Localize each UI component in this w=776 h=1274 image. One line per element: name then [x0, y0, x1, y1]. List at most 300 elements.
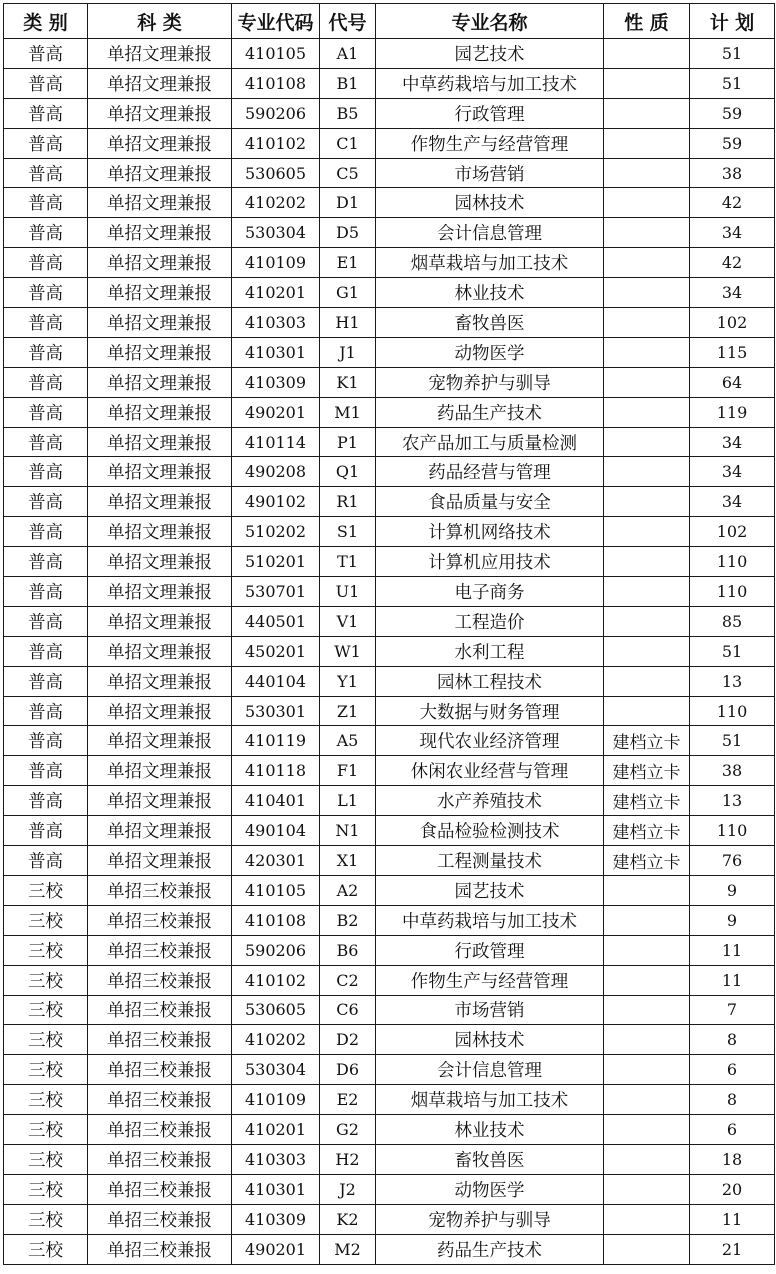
nature-cell: [604, 487, 690, 517]
abbr-code-cell: C1: [320, 128, 376, 158]
table-row: [4, 577, 775, 607]
plan-cell: 42: [690, 248, 775, 278]
category-cell: 普高: [4, 337, 88, 367]
category-cell: 普高: [4, 577, 88, 607]
subject-type-cell: 单招文理兼报: [88, 248, 232, 278]
major-name-cell: 工程测量技术: [376, 846, 604, 876]
category-cell: 普高: [4, 786, 88, 816]
table-row: [4, 786, 775, 816]
subject-type-cell: 单招文理兼报: [88, 68, 232, 98]
nature-cell: [604, 965, 690, 995]
category-cell: 普高: [4, 846, 88, 876]
plan-cell: 21: [690, 1234, 775, 1264]
subject-type-cell: 单招文理兼报: [88, 606, 232, 636]
major-name-cell: 休闲农业经营与管理: [376, 756, 604, 786]
nature-cell: [604, 875, 690, 905]
major-code-cell: 410301: [232, 337, 320, 367]
category-cell: 普高: [4, 427, 88, 457]
abbr-code-cell: B6: [320, 935, 376, 965]
major-name-cell: 烟草栽培与加工技术: [376, 1085, 604, 1115]
table-row: [4, 39, 775, 69]
plan-cell: 34: [690, 487, 775, 517]
major-code-cell: 410401: [232, 786, 320, 816]
subject-type-cell: 单招文理兼报: [88, 367, 232, 397]
table-row: [4, 875, 775, 905]
abbr-code-cell: M2: [320, 1234, 376, 1264]
major-code-cell: 490104: [232, 816, 320, 846]
major-code-cell: 530304: [232, 218, 320, 248]
plan-cell: 9: [690, 905, 775, 935]
category-cell: 普高: [4, 367, 88, 397]
category-cell: 三校: [4, 1204, 88, 1234]
enrollment-plan-table: [3, 3, 775, 1265]
table-row: [4, 248, 775, 278]
major-name-cell: 中草药栽培与加工技术: [376, 905, 604, 935]
table-row: [4, 308, 775, 338]
table-row: [4, 1234, 775, 1264]
table-row: [4, 397, 775, 427]
major-name-cell: 大数据与财务管理: [376, 696, 604, 726]
category-cell: 三校: [4, 1025, 88, 1055]
plan-cell: 76: [690, 846, 775, 876]
major-code-cell: 440104: [232, 666, 320, 696]
abbr-code-cell: H1: [320, 308, 376, 338]
table-row: [4, 517, 775, 547]
plan-cell: 13: [690, 786, 775, 816]
header-category: 类 别: [4, 4, 88, 39]
category-cell: 普高: [4, 397, 88, 427]
subject-type-cell: 单招三校兼报: [88, 1174, 232, 1204]
table-row: [4, 427, 775, 457]
nature-cell: [604, 606, 690, 636]
abbr-code-cell: B1: [320, 68, 376, 98]
major-code-cell: 410105: [232, 39, 320, 69]
plan-cell: 38: [690, 756, 775, 786]
nature-cell: [604, 995, 690, 1025]
major-code-cell: 530605: [232, 995, 320, 1025]
nature-cell: [604, 577, 690, 607]
table-row: [4, 726, 775, 756]
subject-type-cell: 单招文理兼报: [88, 427, 232, 457]
major-name-cell: 林业技术: [376, 1115, 604, 1145]
table-row: [4, 756, 775, 786]
category-cell: 普高: [4, 457, 88, 487]
category-cell: 普高: [4, 218, 88, 248]
abbr-code-cell: U1: [320, 577, 376, 607]
nature-cell: [604, 1115, 690, 1145]
category-cell: 普高: [4, 636, 88, 666]
major-name-cell: 烟草栽培与加工技术: [376, 248, 604, 278]
table-row: [4, 816, 775, 846]
major-name-cell: 畜牧兽医: [376, 1144, 604, 1174]
category-cell: 三校: [4, 1085, 88, 1115]
plan-cell: 115: [690, 337, 775, 367]
nature-cell: [604, 1204, 690, 1234]
header-major-code: 专业代码: [232, 4, 320, 39]
abbr-code-cell: H2: [320, 1144, 376, 1174]
table-row: [4, 965, 775, 995]
header-major-name: 专业名称: [376, 4, 604, 39]
plan-cell: 51: [690, 68, 775, 98]
nature-cell: 建档立卡: [604, 816, 690, 846]
subject-type-cell: 单招三校兼报: [88, 905, 232, 935]
major-code-cell: 410309: [232, 1204, 320, 1234]
nature-cell: [604, 1025, 690, 1055]
subject-type-cell: 单招文理兼报: [88, 278, 232, 308]
plan-cell: 11: [690, 965, 775, 995]
table-row: [4, 188, 775, 218]
plan-cell: 119: [690, 397, 775, 427]
category-cell: 三校: [4, 1115, 88, 1145]
major-name-cell: 计算机应用技术: [376, 547, 604, 577]
abbr-code-cell: J2: [320, 1174, 376, 1204]
nature-cell: [604, 666, 690, 696]
category-cell: 普高: [4, 248, 88, 278]
abbr-code-cell: D5: [320, 218, 376, 248]
subject-type-cell: 单招三校兼报: [88, 1025, 232, 1055]
category-cell: 普高: [4, 188, 88, 218]
table-row: [4, 218, 775, 248]
major-name-cell: 电子商务: [376, 577, 604, 607]
major-name-cell: 作物生产与经营管理: [376, 965, 604, 995]
major-name-cell: 行政管理: [376, 935, 604, 965]
major-name-cell: 园艺技术: [376, 39, 604, 69]
abbr-code-cell: L1: [320, 786, 376, 816]
category-cell: 三校: [4, 935, 88, 965]
category-cell: 普高: [4, 39, 88, 69]
nature-cell: [604, 696, 690, 726]
major-name-cell: 作物生产与经营管理: [376, 128, 604, 158]
subject-type-cell: 单招文理兼报: [88, 39, 232, 69]
abbr-code-cell: B5: [320, 98, 376, 128]
nature-cell: [604, 188, 690, 218]
subject-type-cell: 单招文理兼报: [88, 487, 232, 517]
table-row: [4, 457, 775, 487]
subject-type-cell: 单招文理兼报: [88, 337, 232, 367]
major-name-cell: 畜牧兽医: [376, 308, 604, 338]
plan-cell: 51: [690, 636, 775, 666]
major-name-cell: 会计信息管理: [376, 1055, 604, 1085]
subject-type-cell: 单招三校兼报: [88, 1204, 232, 1234]
header-abbr-code: 代号: [320, 4, 376, 39]
major-name-cell: 会计信息管理: [376, 218, 604, 248]
major-code-cell: 410202: [232, 188, 320, 218]
table-row: [4, 606, 775, 636]
category-cell: 普高: [4, 158, 88, 188]
abbr-code-cell: C2: [320, 965, 376, 995]
table-row: [4, 1025, 775, 1055]
table-row: [4, 995, 775, 1025]
plan-cell: 8: [690, 1025, 775, 1055]
abbr-code-cell: E1: [320, 248, 376, 278]
abbr-code-cell: D1: [320, 188, 376, 218]
major-name-cell: 行政管理: [376, 98, 604, 128]
subject-type-cell: 单招三校兼报: [88, 1144, 232, 1174]
major-name-cell: 市场营销: [376, 158, 604, 188]
major-code-cell: 490201: [232, 397, 320, 427]
nature-cell: [604, 905, 690, 935]
abbr-code-cell: A5: [320, 726, 376, 756]
table-row: [4, 846, 775, 876]
table-row: [4, 696, 775, 726]
table-row: [4, 666, 775, 696]
plan-cell: 110: [690, 696, 775, 726]
nature-cell: [604, 128, 690, 158]
subject-type-cell: 单招三校兼报: [88, 1234, 232, 1264]
table-row: [4, 487, 775, 517]
subject-type-cell: 单招文理兼报: [88, 547, 232, 577]
major-name-cell: 林业技术: [376, 278, 604, 308]
subject-type-cell: 单招文理兼报: [88, 98, 232, 128]
abbr-code-cell: A2: [320, 875, 376, 905]
category-cell: 三校: [4, 905, 88, 935]
table-body: [4, 39, 775, 1265]
major-name-cell: 园林技术: [376, 188, 604, 218]
abbr-code-cell: T1: [320, 547, 376, 577]
plan-cell: 102: [690, 308, 775, 338]
plan-cell: 9: [690, 875, 775, 905]
major-name-cell: 食品检验检测技术: [376, 816, 604, 846]
category-cell: 普高: [4, 487, 88, 517]
major-code-cell: 490208: [232, 457, 320, 487]
abbr-code-cell: B2: [320, 905, 376, 935]
major-code-cell: 530605: [232, 158, 320, 188]
header-nature: 性 质: [604, 4, 690, 39]
nature-cell: 建档立卡: [604, 756, 690, 786]
nature-cell: 建档立卡: [604, 786, 690, 816]
nature-cell: [604, 636, 690, 666]
table-row: [4, 278, 775, 308]
major-name-cell: 市场营销: [376, 995, 604, 1025]
plan-cell: 51: [690, 726, 775, 756]
abbr-code-cell: F1: [320, 756, 376, 786]
major-code-cell: 410201: [232, 278, 320, 308]
category-cell: 普高: [4, 816, 88, 846]
major-code-cell: 410108: [232, 905, 320, 935]
major-code-cell: 530701: [232, 577, 320, 607]
subject-type-cell: 单招文理兼报: [88, 786, 232, 816]
abbr-code-cell: G2: [320, 1115, 376, 1145]
plan-cell: 11: [690, 1204, 775, 1234]
major-code-cell: 490102: [232, 487, 320, 517]
subject-type-cell: 单招三校兼报: [88, 965, 232, 995]
nature-cell: [604, 158, 690, 188]
major-name-cell: 园林技术: [376, 1025, 604, 1055]
subject-type-cell: 单招文理兼报: [88, 128, 232, 158]
abbr-code-cell: S1: [320, 517, 376, 547]
abbr-code-cell: G1: [320, 278, 376, 308]
table-row: [4, 158, 775, 188]
plan-cell: 6: [690, 1115, 775, 1145]
plan-cell: 85: [690, 606, 775, 636]
plan-cell: 6: [690, 1055, 775, 1085]
plan-cell: 34: [690, 427, 775, 457]
subject-type-cell: 单招三校兼报: [88, 1055, 232, 1085]
major-name-cell: 动物医学: [376, 337, 604, 367]
abbr-code-cell: P1: [320, 427, 376, 457]
table-row: [4, 1085, 775, 1115]
category-cell: 普高: [4, 606, 88, 636]
major-code-cell: 410102: [232, 128, 320, 158]
major-code-cell: 510202: [232, 517, 320, 547]
category-cell: 三校: [4, 1174, 88, 1204]
category-cell: 普高: [4, 308, 88, 338]
abbr-code-cell: A1: [320, 39, 376, 69]
plan-cell: 59: [690, 98, 775, 128]
table-row: [4, 636, 775, 666]
nature-cell: [604, 935, 690, 965]
plan-cell: 11: [690, 935, 775, 965]
category-cell: 三校: [4, 875, 88, 905]
nature-cell: [604, 39, 690, 69]
abbr-code-cell: K1: [320, 367, 376, 397]
abbr-code-cell: Z1: [320, 696, 376, 726]
category-cell: 三校: [4, 1144, 88, 1174]
subject-type-cell: 单招文理兼报: [88, 816, 232, 846]
major-code-cell: 450201: [232, 636, 320, 666]
major-name-cell: 水利工程: [376, 636, 604, 666]
abbr-code-cell: M1: [320, 397, 376, 427]
subject-type-cell: 单招文理兼报: [88, 577, 232, 607]
nature-cell: [604, 1085, 690, 1115]
subject-type-cell: 单招三校兼报: [88, 1115, 232, 1145]
nature-cell: [604, 98, 690, 128]
subject-type-cell: 单招三校兼报: [88, 935, 232, 965]
plan-cell: 20: [690, 1174, 775, 1204]
category-cell: 普高: [4, 68, 88, 98]
plan-cell: 110: [690, 547, 775, 577]
table-row: [4, 128, 775, 158]
table-row: [4, 1174, 775, 1204]
major-name-cell: 药品生产技术: [376, 1234, 604, 1264]
subject-type-cell: 单招文理兼报: [88, 457, 232, 487]
major-name-cell: 水产养殖技术: [376, 786, 604, 816]
category-cell: 普高: [4, 517, 88, 547]
plan-cell: 34: [690, 457, 775, 487]
plan-cell: 64: [690, 367, 775, 397]
category-cell: 三校: [4, 1234, 88, 1264]
abbr-code-cell: K2: [320, 1204, 376, 1234]
category-cell: 三校: [4, 965, 88, 995]
major-name-cell: 药品经营与管理: [376, 457, 604, 487]
major-code-cell: 410102: [232, 965, 320, 995]
major-name-cell: 食品质量与安全: [376, 487, 604, 517]
major-name-cell: 园艺技术: [376, 875, 604, 905]
major-code-cell: 490201: [232, 1234, 320, 1264]
major-code-cell: 590206: [232, 98, 320, 128]
major-code-cell: 530301: [232, 696, 320, 726]
major-code-cell: 410309: [232, 367, 320, 397]
abbr-code-cell: D6: [320, 1055, 376, 1085]
nature-cell: [604, 517, 690, 547]
major-code-cell: 440501: [232, 606, 320, 636]
major-code-cell: 410119: [232, 726, 320, 756]
header-subject-type: 科 类: [88, 4, 232, 39]
table-row: [4, 1115, 775, 1145]
category-cell: 普高: [4, 696, 88, 726]
nature-cell: [604, 248, 690, 278]
table-row: [4, 905, 775, 935]
category-cell: 普高: [4, 547, 88, 577]
nature-cell: [604, 308, 690, 338]
nature-cell: [604, 367, 690, 397]
nature-cell: [604, 68, 690, 98]
abbr-code-cell: W1: [320, 636, 376, 666]
abbr-code-cell: N1: [320, 816, 376, 846]
major-code-cell: 410109: [232, 248, 320, 278]
abbr-code-cell: J1: [320, 337, 376, 367]
subject-type-cell: 单招文理兼报: [88, 846, 232, 876]
plan-cell: 34: [690, 218, 775, 248]
category-cell: 普高: [4, 128, 88, 158]
major-name-cell: 现代农业经济管理: [376, 726, 604, 756]
subject-type-cell: 单招文理兼报: [88, 397, 232, 427]
subject-type-cell: 单招文理兼报: [88, 158, 232, 188]
category-cell: 三校: [4, 1055, 88, 1085]
nature-cell: [604, 547, 690, 577]
major-code-cell: 510201: [232, 547, 320, 577]
nature-cell: [604, 337, 690, 367]
major-code-cell: 420301: [232, 846, 320, 876]
table-row: [4, 547, 775, 577]
major-code-cell: 410109: [232, 1085, 320, 1115]
subject-type-cell: 单招文理兼报: [88, 636, 232, 666]
subject-type-cell: 单招文理兼报: [88, 666, 232, 696]
nature-cell: [604, 457, 690, 487]
abbr-code-cell: V1: [320, 606, 376, 636]
plan-cell: 34: [690, 278, 775, 308]
category-cell: 三校: [4, 995, 88, 1025]
header-row: [4, 4, 775, 39]
plan-cell: 59: [690, 128, 775, 158]
plan-cell: 51: [690, 39, 775, 69]
major-code-cell: 530304: [232, 1055, 320, 1085]
major-code-cell: 410108: [232, 68, 320, 98]
major-name-cell: 动物医学: [376, 1174, 604, 1204]
abbr-code-cell: E2: [320, 1085, 376, 1115]
subject-type-cell: 单招文理兼报: [88, 517, 232, 547]
major-code-cell: 410201: [232, 1115, 320, 1145]
nature-cell: [604, 427, 690, 457]
major-code-cell: 410202: [232, 1025, 320, 1055]
header-plan: 计 划: [690, 4, 775, 39]
category-cell: 普高: [4, 666, 88, 696]
nature-cell: [604, 1174, 690, 1204]
category-cell: 普高: [4, 756, 88, 786]
major-code-cell: 410303: [232, 1144, 320, 1174]
table-row: [4, 68, 775, 98]
abbr-code-cell: C5: [320, 158, 376, 188]
nature-cell: [604, 1055, 690, 1085]
table-row: [4, 1055, 775, 1085]
plan-cell: 110: [690, 577, 775, 607]
plan-cell: 8: [690, 1085, 775, 1115]
major-name-cell: 中草药栽培与加工技术: [376, 68, 604, 98]
subject-type-cell: 单招文理兼报: [88, 696, 232, 726]
plan-cell: 38: [690, 158, 775, 188]
plan-cell: 13: [690, 666, 775, 696]
plan-cell: 18: [690, 1144, 775, 1174]
subject-type-cell: 单招三校兼报: [88, 875, 232, 905]
subject-type-cell: 单招三校兼报: [88, 1085, 232, 1115]
subject-type-cell: 单招文理兼报: [88, 726, 232, 756]
nature-cell: 建档立卡: [604, 846, 690, 876]
abbr-code-cell: C6: [320, 995, 376, 1025]
abbr-code-cell: Q1: [320, 457, 376, 487]
major-code-cell: 410105: [232, 875, 320, 905]
major-code-cell: 410118: [232, 756, 320, 786]
plan-cell: 110: [690, 816, 775, 846]
